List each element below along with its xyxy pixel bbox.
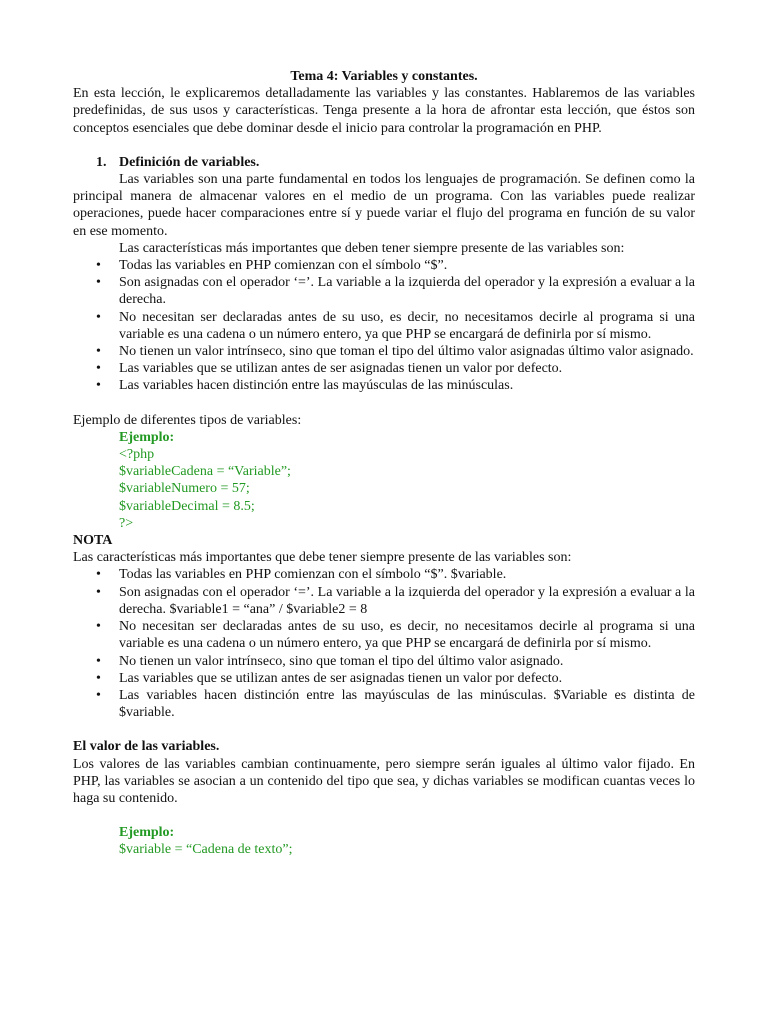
bullet-icon: • (96, 361, 101, 377)
list-item-text: No necesitan ser declaradas antes de su uso, es decir, no necesitamos decirle al programa si una variable es una cadena o un número entero, ya que PHP se encargará de definirla por sí mismo. (119, 619, 695, 652)
spacer (73, 721, 695, 738)
section-1-number: 1. (96, 154, 107, 170)
nota-intro: Las características más importantes que debe tener siempre presente de las variables son: (73, 550, 572, 566)
spacer (73, 137, 695, 154)
bullet-icon: • (96, 584, 101, 600)
spacer (73, 807, 695, 824)
list-item (73, 687, 695, 721)
list-item (73, 566, 695, 583)
section-2-paragraph: Los valores de las variables cambian continuamente, pero siempre serán iguales al último valor fijado. En PHP, las variables se asocian a un contenido del tipo que sea, y dichas variables se modifican cuantas veces lo haga su contenido. (73, 756, 695, 806)
document-body (73, 68, 695, 859)
page-title: Tema 4: Variables y constantes. (290, 69, 478, 84)
bullet-icon: • (96, 275, 101, 291)
bullet-icon: • (96, 653, 101, 669)
list-item (73, 670, 695, 687)
example-1-code-block (73, 429, 695, 532)
nota-bullet-list (73, 566, 695, 721)
bullet-icon: • (96, 309, 101, 325)
bullet-icon: • (96, 378, 101, 394)
list-item-text: Son asignadas con el operador ‘=’. La variable a la izquierda del operador y la expresión a evaluar a la derecha. (119, 275, 695, 308)
code-line: $variableNumero = 57; (119, 481, 250, 497)
list-item (73, 360, 695, 377)
spacer (73, 395, 695, 412)
list-item-text: Todas las variables en PHP comienzan con el símbolo “$”. (119, 258, 448, 274)
list-item (73, 584, 695, 618)
bullet-icon: • (96, 619, 101, 635)
code-line: $variable = “Cadena de texto”; (119, 842, 293, 858)
section-1-title: Definición de variables. (119, 154, 260, 170)
code-line: $variableDecimal = 8.5; (119, 498, 255, 514)
bullet-icon: • (96, 670, 101, 686)
nota-heading: NOTA (73, 533, 113, 549)
bullet-icon: • (96, 344, 101, 360)
section-2-heading: El valor de las variables. (73, 739, 220, 755)
list-item-text: Las variables hacen distinción entre las mayúsculas de las minúsculas. (119, 378, 514, 394)
list-item-text: No tienen un valor intrínseco, sino que toman el tipo del último valor asignado. (119, 653, 564, 669)
list-item (73, 257, 695, 274)
section-1-heading (96, 154, 695, 171)
list-item-text: No tienen un valor intrínseco, sino que toman el tipo del último valor asignadas último valor asignado. (119, 344, 694, 360)
list-item-text: Las variables que se utilizan antes de ser asignadas tienen un valor por defecto. (119, 361, 563, 377)
section-1-bullet-list (73, 257, 695, 395)
list-item-text: Las variables que se utilizan antes de ser asignadas tienen un valor por defecto. (119, 670, 563, 686)
example-2-code-block (73, 824, 695, 858)
list-item (73, 618, 695, 652)
section-1-paragraph-2: Las características más importantes que deben tener siempre presente de las variables son: (119, 240, 625, 256)
list-item (73, 377, 695, 394)
bullet-icon: • (96, 687, 101, 703)
list-item (73, 274, 695, 308)
list-item (73, 343, 695, 360)
example-1-intro: Ejemplo de diferentes tipos de variables: (73, 412, 302, 428)
list-item-text: Son asignadas con el operador ‘=’. La variable a la izquierda del operador y la expresión a evaluar a la derecha. $variable1 = “ana” / $variable2 = 8 (119, 584, 695, 617)
code-line: ?> (119, 515, 134, 531)
bullet-icon: • (96, 258, 101, 274)
code-line: $variableCadena = “Variable”; (119, 464, 291, 480)
list-item-text: No necesitan ser declaradas antes de su uso, es decir, no necesitamos decirle al programa si una variable es una cadena o un número entero, ya que PHP se encargará de definirla por sí mismo. (119, 309, 695, 342)
list-item-text: Todas las variables en PHP comienzan con el símbolo “$”. $variable. (119, 567, 507, 583)
code-line: <?php (119, 447, 155, 463)
list-item (73, 309, 695, 343)
list-item (73, 653, 695, 670)
example-1-label: Ejemplo: (119, 429, 175, 445)
section-1-paragraph: Las variables son una parte fundamental en todos los lenguajes de programación. Se definen como la principal manera de almacenar valores en el medio de un programa. Con las variables puede realizar operaciones, puede hacer comparaciones entre sí y puede variar el flujo del programa en función de su valor en ese momento. (73, 172, 695, 239)
intro-paragraph: En esta lección, le explicaremos detalladamente las variables y las constantes. Hablaremos de las variables predefinidas, de sus usos y características. Tenga presente a la hora de afrontar esta lección, que éstos son conceptos esenciales que debe dominar desde el inicio para controlar la programación en PHP. (73, 86, 695, 136)
list-item-text: Las variables hacen distinción entre las mayúsculas de las minúsculas. $Variable es distinta de $variable. (119, 687, 695, 721)
example-2-label: Ejemplo: (119, 825, 175, 841)
bullet-icon: • (96, 567, 101, 583)
